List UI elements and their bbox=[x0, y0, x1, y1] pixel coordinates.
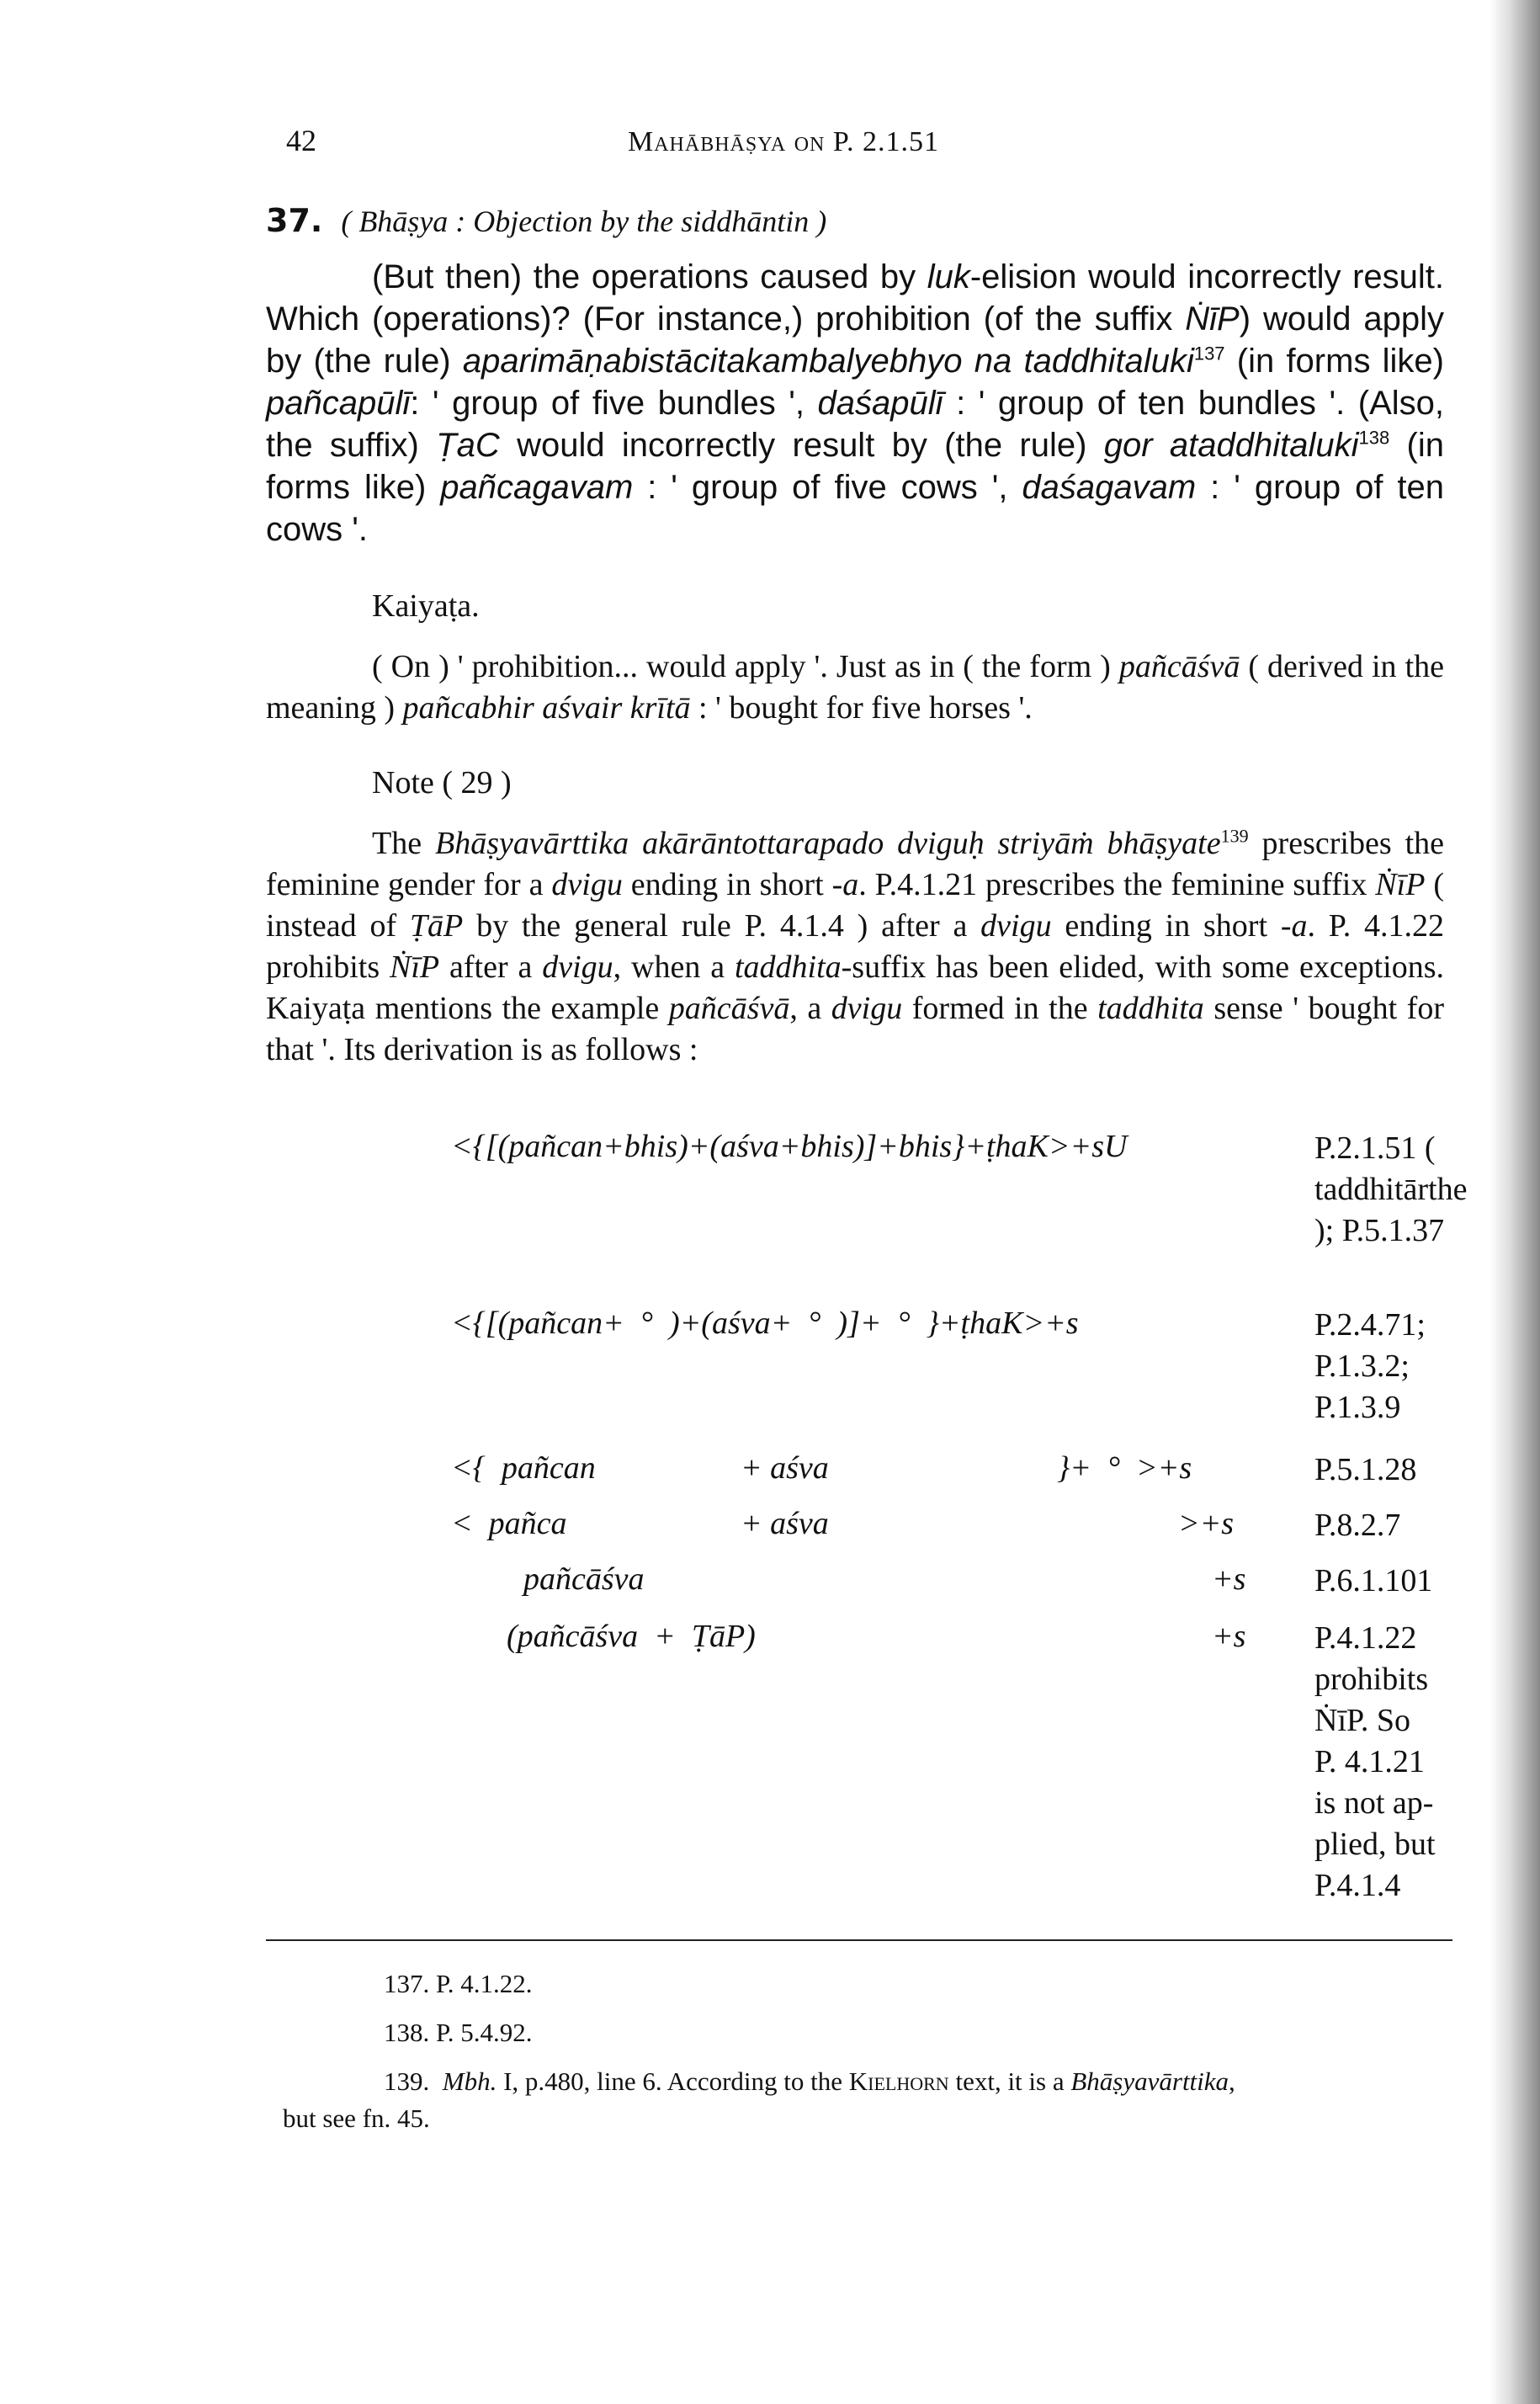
derivation-term: < pañca bbox=[451, 1506, 567, 1541]
section-title: ( Bhāṣya : Objection by the siddhāntin ) bbox=[341, 205, 827, 238]
derivation-term: }+ ° >+s bbox=[1057, 1450, 1192, 1486]
derivation-expression: <{[(pañcan+bhis)+(aśva+bhis)]+bhis}+ṭhaK>+sU bbox=[451, 1129, 1128, 1164]
footnote-139: 139. Mbh. I, p.480, line 6. According to the Kielhorn text, it is a Bhāṣyavārttika, bbox=[384, 2066, 1235, 2096]
derivation-expression: <{[(pañcan+ ° )+(aśva+ ° )]+ ° }+ṭhaK>+s bbox=[451, 1306, 1079, 1341]
footnote-137: 137. P. 4.1.22. bbox=[384, 1969, 533, 1998]
derivation-term: >+s bbox=[1178, 1506, 1235, 1541]
derivation-rule-ref: P.8.2.7 bbox=[1314, 1508, 1401, 1543]
footnote-138: 138. P. 5.4.92. bbox=[384, 2018, 533, 2047]
footnote-divider bbox=[266, 1939, 1452, 1941]
section-number: 37. bbox=[266, 202, 323, 239]
derivation-rule-ref: P.2.1.51 ( taddhitārthe ); P.5.1.37 bbox=[1314, 1130, 1468, 1248]
derivation-term: +s bbox=[1212, 1561, 1246, 1597]
derivation-rule-ref: P.6.1.101 bbox=[1314, 1563, 1433, 1598]
derivation-term: + aśva bbox=[741, 1506, 829, 1541]
derivation-rule-ref: P.4.1.22 prohibits ṄīP. So P. 4.1.21 is not ap- plied, but P.4.1.4 bbox=[1314, 1620, 1436, 1903]
derivation-term: +s bbox=[1212, 1619, 1246, 1654]
bhasya-paragraph: (But then) the operations caused by luk-elision would incorrectly result. Which (operations)? (For instance,) prohibition (of the suffix ṄīP) would apply by (the rule) aparimāṇabistācitakambalyebhyo na taddhitaluki$^{137}$ (in forms like) pañcapūlī: ' group of five bundles ', daśapūlī : ' group of ten bundles '. (Also, the suffix) ṬaC would incorrectly result by (the rule) gor ataddhitaluki$^{138}$ (in forms like) pañcagavam : ' group of five cows ', daśagavam : ' group of ten cows '. bbox=[266, 258, 1445, 548]
derivation-term: <{ pañcan bbox=[451, 1450, 596, 1486]
kaiyata-paragraph: ( On ) ' prohibition... would apply '. Just as in ( the form ) pañcāśvā ( derived in the meaning ) pañcabhir aśvair krītā : ' bought for five horses '. bbox=[266, 649, 1444, 726]
page-header bbox=[266, 123, 1452, 165]
running-title: Mahābhāṣya on P. 2.1.51 bbox=[627, 126, 940, 157]
derivation-term: pañcāśva bbox=[523, 1561, 645, 1597]
section-heading bbox=[266, 202, 826, 239]
derivation-rule-ref: P.2.4.71; P.1.3.2; P.1.3.9 bbox=[1314, 1307, 1426, 1425]
note-paragraph: The Bhāṣyavārttika akārāntottarapado dviguḥ striyāṁ bhāṣyate$^{139}$ prescribes the feminine gender for a dvigu ending in short -a. P.4.1.21 prescribes the feminine suffix ṄīP ( instead of ṬāP by the general rule P. 4.1.4 ) after a dvigu ending in short -a. P. 4.1.22 prohibits ṄīP after a dvigu, when a taddhita-suffix has been elided, with some exceptions. Kaiyaṭa mentions the example pañcāśvā, a dvigu formed in the taddhita sense ' bought for that '. Its derivation is as follows : bbox=[266, 825, 1445, 1067]
derivation-term: (pañcāśva + ṬāP) bbox=[507, 1619, 756, 1654]
note-heading: Note ( 29 ) bbox=[372, 765, 512, 800]
derivation-rule-ref: P.5.1.28 bbox=[1314, 1452, 1417, 1487]
page-edge-shadow bbox=[1490, 0, 1540, 2404]
footnote-139-continuation: but see fn. 45. bbox=[283, 2104, 430, 2133]
derivation-term: + aśva bbox=[741, 1450, 829, 1486]
page-number: 42 bbox=[286, 124, 316, 157]
kaiyata-heading: Kaiyaṭa. bbox=[372, 588, 480, 624]
